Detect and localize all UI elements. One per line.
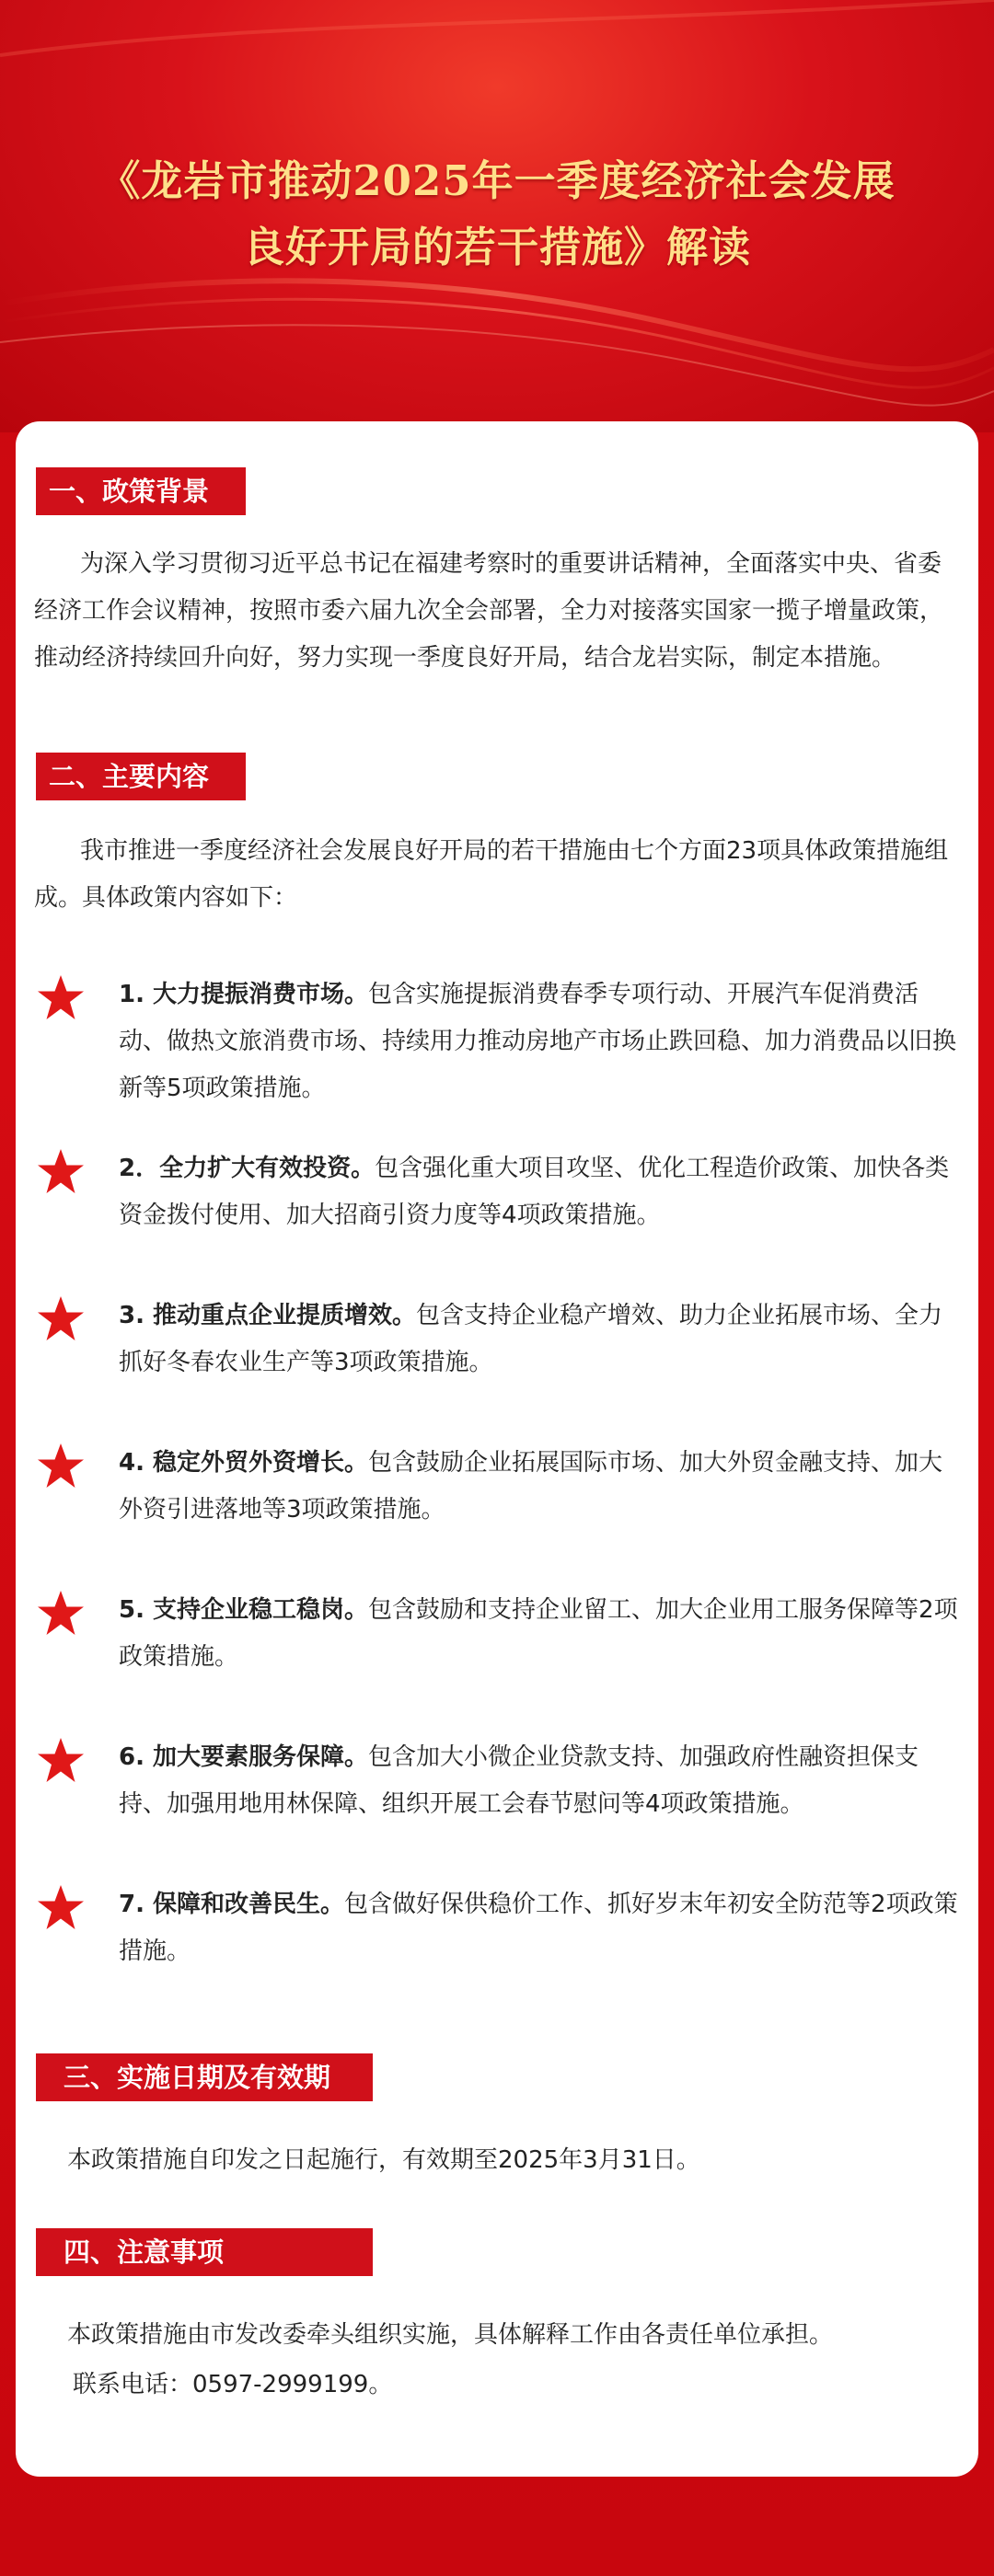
star-icon [36,1736,86,1786]
policy-item-desc: 包含鼓励企业拓展国际市场、加大外贸金融支持、加大外资引进落地等3项政策措施。 [119,1449,943,1524]
contact-phone: 联系电话：0597-2999199。 [73,2371,393,2398]
policy-item-title: 7. 保障和改善民生。 [119,1891,345,1918]
policy-item-text [119,1145,964,1239]
policy-item-text [119,1293,964,1386]
header-banner [0,0,994,432]
policy-item-desc: 包含支持企业稳产增效、助力企业拓展市场、全力抓好冬春农业生产等3项政策措施。 [119,1302,943,1376]
policy-item-desc: 包含实施提振消费春季专项行动、开展汽车促消费活动、做热文旅消费市场、持续用力推动房地产市场止跌回稳、加力消费品以旧换新等5项政策措施。 [119,981,957,1102]
content-card [16,421,978,2477]
section-text-background: 为深入学习贯彻习近平总书记在福建考察时的重要讲话精神，全面落实中央、省委经济工作会议精神，按照市委六届九次全会部署，全力对接落实国家一揽子增量政策，推动经济持续回升向好，努力实现一季度良好开局，结合龙岩实际，制定本措施。 [34,550,944,672]
star-icon [36,1589,86,1639]
policy-item-text [119,1881,964,1975]
policy-item-desc: 包含加大小微企业贷款支持、加强政府性融资担保支持、加强用地用林保障、组织开展工会春节慰问等4项政策措施。 [119,1743,919,1818]
section-heading-content: 二、主要内容 [36,753,246,800]
policy-item-text [119,1587,964,1681]
policy-item-desc: 包含鼓励和支持企业留工、加大企业用工服务保障等2项政策措施。 [119,1596,958,1671]
star-icon [36,1147,86,1197]
page-title-line2: 良好开局的若干措施》解读 [242,223,751,271]
policy-item-title: 6. 加大要素服务保障。 [119,1743,369,1771]
policy-item-text [119,1440,964,1534]
section-heading-effective: 三、实施日期及有效期 [36,2053,373,2101]
policy-item-title: 3. 推动重点企业提质增效。 [119,1302,417,1329]
policy-item-desc: 包含做好保供稳价工作、抓好岁末年初安全防范等2项政策措施。 [119,1891,958,1965]
page-title-line1: 《龙岩市推动2025年一季度经济社会发展 [98,156,896,205]
section-text-effective: 本政策措施自印发之日起施行，有效期至2025年3月31日。 [67,2146,700,2174]
section-text-notes: 本政策措施由市发改委牵头组织实施，具体解释工作由各责任单位承担。 [67,2321,834,2349]
section-heading-notes: 四、注意事项 [36,2228,373,2276]
policy-item-title: 4. 稳定外贸外资增长。 [119,1449,369,1477]
star-icon [36,1442,86,1491]
star-icon [36,1294,86,1344]
policy-item-title: 5. 支持企业稳工稳岗。 [119,1596,369,1624]
section-heading-background: 一、政策背景 [36,467,246,515]
policy-item-text [119,972,964,1112]
star-icon [36,1883,86,1933]
section-text-content-intro: 我市推进一季度经济社会发展良好开局的若干措施由七个方面23项具体政策措施组成。具体政策内容如下： [34,837,949,912]
policy-item-desc: 包含强化重大项目攻坚、优化工程造价政策、加快各类资金拨付使用、加大招商引资力度等4项政策措施。 [119,1155,950,1229]
policy-item-title: 1. 大力提振消费市场。 [119,981,369,1008]
star-icon [36,973,86,1023]
policy-item-text [119,1734,964,1828]
policy-item-title: 2．全力扩大有效投资。 [119,1155,376,1182]
